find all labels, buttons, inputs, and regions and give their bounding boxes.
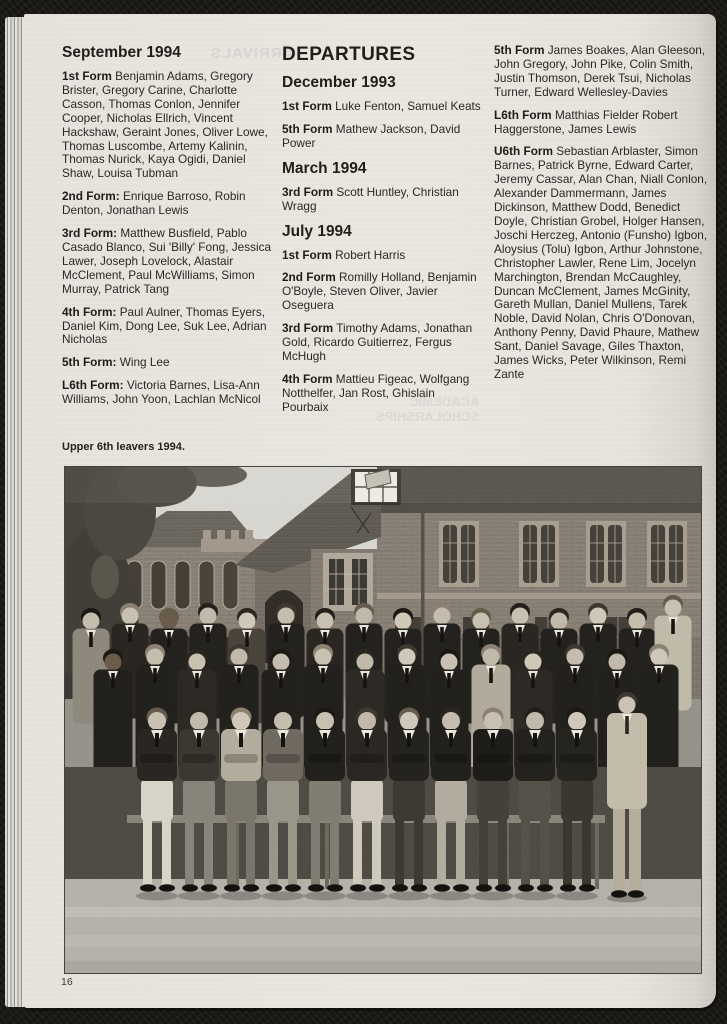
form-label: 3rd Form xyxy=(282,184,334,199)
arrivals-month-heading: September 1994 xyxy=(62,44,181,61)
form-names: Wing Lee xyxy=(119,355,170,370)
form-entry xyxy=(494,44,708,100)
form-entry xyxy=(282,186,484,214)
form-names: Enrique Barroso, Robin Denton, Jonathan Lewis xyxy=(62,189,246,218)
departures-month-heading: December 1993 xyxy=(282,74,396,91)
form-names: Matthias Fielder Robert Haggerstone, James Lewis xyxy=(494,107,678,136)
form-entry xyxy=(282,100,484,114)
magazine-page xyxy=(24,14,716,1008)
departures-continued-column xyxy=(494,44,708,391)
form-entry xyxy=(282,373,484,415)
group-photo-illustration xyxy=(65,467,701,973)
form-label: 2nd Form xyxy=(282,270,336,285)
form-entry xyxy=(62,227,280,297)
form-names: Robert Harris xyxy=(335,247,406,262)
form-entry xyxy=(62,356,280,370)
departures-month-heading: March 1994 xyxy=(282,159,367,177)
bleed-through-text: ARRIVALS xyxy=(210,45,294,62)
form-entry xyxy=(282,249,484,263)
form-entry xyxy=(494,145,708,381)
form-names: Mattieu Figeac, Wolfgang Notthelfer, Jan Rost, Ghislain Pourbaix xyxy=(282,371,470,414)
book-page-edges xyxy=(5,17,26,1007)
photo-grain xyxy=(65,467,701,973)
bleed-through-line: ACADEMIC xyxy=(409,394,480,409)
form-names: Sebastian Arblaster, Simon Barnes, Patrick Byrne, Edward Carter, Jeremy Cassar, Alan Chan, Niall Conlon, Alexander Dammermann, James Dickinson, Matthew Dodd, Benedict Doyle, Christian Grobel, Holger Hansen, Joschi Herczeg, Antonio (Funsho) Igbon, Aloysius (Tolu) Igbon, Arthur Johnstone, Christopher Lawler, Rene Lim, Jocelyn Marchington, Brendan McCaughley, Duncan McClement, James McGinity, Gareth Mullan, Daniel Mullens, Tarek Noble, David Nolan, Chris O'Donovan, Anthony Penny, David Phaure, Mathew Sant, Daniel Savage, Giles Thaxton, James Wicks, Peter Wilkinson, Remi Zante xyxy=(494,144,708,381)
form-label: U6th Form xyxy=(494,144,553,159)
form-label: 4th Form xyxy=(282,371,333,386)
form-entry xyxy=(62,70,280,181)
form-label: 5th Form: xyxy=(62,355,117,370)
form-entry xyxy=(494,109,708,137)
form-label: L6th Form: xyxy=(62,378,124,393)
arrivals-column xyxy=(62,44,280,416)
group-photograph xyxy=(64,466,702,974)
form-label: 5th Form xyxy=(282,121,333,136)
form-entry xyxy=(62,190,280,218)
departures-column xyxy=(282,44,484,424)
form-names: Luke Fenton, Samuel Keats xyxy=(335,99,481,113)
form-entry xyxy=(282,322,484,364)
form-entry xyxy=(62,379,280,407)
form-label: 2nd Form: xyxy=(62,189,120,204)
form-names: Victoria Barnes, Lisa-Ann Williams, John Yoon, Lachlan McNicol xyxy=(62,378,261,407)
form-label: 1st Form xyxy=(282,99,332,113)
form-names: Paul Aulner, Thomas Eyers, Daniel Kim, Dong Lee, Suk Lee, Adrian Nicholas xyxy=(62,304,267,347)
bleed-through-line: SCHOLARSHIPS xyxy=(376,409,480,424)
form-label: 1st Form xyxy=(62,69,112,83)
departures-month-heading: July 1994 xyxy=(282,222,352,240)
form-label: 3rd Form: xyxy=(62,226,118,241)
form-names: Scott Huntley, Christian Wragg xyxy=(282,184,459,213)
form-names: James Boakes, Alan Gleeson, John Gregory, John Pike, Colin Smith, Justin Thomson, Derek Tsui, Nicholas Turner, Edward Wellesley-Davies xyxy=(494,43,706,99)
form-label: L6th Form xyxy=(494,107,552,122)
form-names: Romilly Holland, Benjamin O'Boyle, Steven Oliver, Javier Oseguera xyxy=(282,270,477,313)
form-names: Matthew Busfield, Pablo Casado Blanco, Sui 'Billy' Fong, Jessica Lawer, Joseph Lovelock, Alastair McClement, Paul McWilliams, Simon Murray, Patrick Tang xyxy=(62,226,272,296)
form-names: Timothy Adams, Jonathan Gold, Ricardo Guitierrez, Fergus McHugh xyxy=(282,321,473,363)
photo-caption: Upper 6th leavers 1994. xyxy=(62,441,185,453)
form-label: 3rd Form xyxy=(282,321,334,336)
form-entry xyxy=(62,306,280,348)
form-label: 4th Form: xyxy=(62,304,117,319)
form-label: 1st Form xyxy=(282,247,332,262)
departures-heading: DEPARTURES xyxy=(282,44,416,65)
form-label: 5th Form xyxy=(494,43,545,57)
form-entry xyxy=(282,271,484,313)
form-names: Mathew Jackson, David Power xyxy=(282,121,461,150)
form-names: Benjamin Adams, Gregory Brister, Gregory Carine, Charlotte Casson, Thomas Conlon, Jennifer Cooper, Nicholas Ellrich, Vincent Hackshaw, Geraint Jones, Oliver Lowe, Thomas Luscombe, Artemy Kalinin, Thomas Nurick, Kaya Ogidi, Daniel Shaw, Louisa Tubman xyxy=(62,69,268,181)
page-number: 16 xyxy=(61,976,73,988)
form-entry xyxy=(282,123,484,151)
